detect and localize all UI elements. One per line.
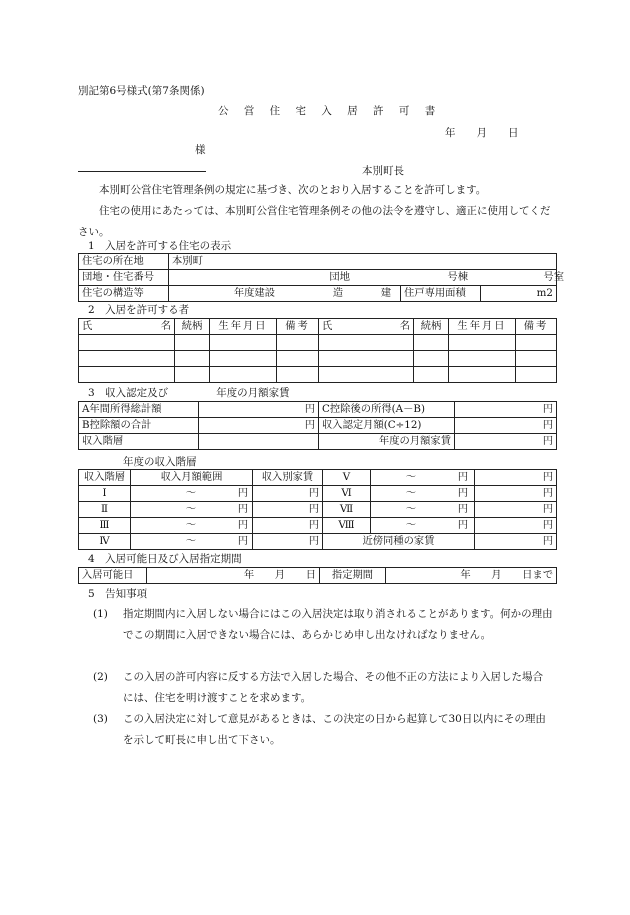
period-table (78, 567, 557, 584)
tier-level: Ⅳ (79, 534, 131, 550)
recipient-suffix: 様 (195, 144, 206, 156)
yen-cell: 円 (455, 418, 557, 434)
nearby-rent-label: 近傍同種の家賃 (323, 534, 475, 550)
name-header: 氏 名 (319, 319, 414, 335)
housing-table (78, 253, 564, 302)
table-row (79, 568, 557, 584)
table-row (79, 486, 557, 502)
tier-rent: 円 (253, 502, 323, 518)
tier-table (78, 469, 557, 550)
available-date-label: 入居可能日 (79, 568, 147, 584)
tier-rent-header: 収入別家賃 (253, 470, 323, 486)
document-title: 公 営 住 宅 入 居 許 可 書 (218, 105, 442, 117)
tier-level: Ⅲ (79, 518, 131, 534)
yen-cell: 円 (455, 434, 557, 450)
section1-heading: 1 入居を許可する住宅の表示 (88, 240, 232, 252)
form-reference: 別記第6号様式(第7条関係) (78, 85, 205, 97)
tier-range: ～ 円 (371, 486, 475, 502)
notice-number: (1) (93, 608, 108, 620)
yen-cell: 円 (199, 418, 319, 434)
table-row (79, 518, 557, 534)
yen-cell: 円 (199, 402, 319, 418)
notice-item (93, 709, 553, 751)
tier-rent: 円 (253, 486, 323, 502)
tier-level: Ⅴ (323, 470, 371, 486)
section5-heading: 5 告知事項 (88, 588, 148, 600)
period-value: 年 月 日まで (386, 568, 557, 584)
tier-level: Ⅶ (323, 502, 371, 518)
zou-text: 造 (332, 287, 343, 299)
structure-label: 住宅の構造等 (79, 286, 169, 302)
birthdate-header: 生年月日 (210, 319, 277, 335)
notice-text: この入居決定に対して意見があるときは、この決定の日から起算して30日以内にその理由を示して町長に申し出て下さい。 (123, 713, 546, 746)
tier-range: ～ 円 (371, 518, 475, 534)
birthdate-header: 生年月日 (449, 319, 516, 335)
relation-header: 続柄 (414, 319, 449, 335)
notice-number: (3) (93, 713, 108, 725)
issuer-name: 本別町長 (362, 165, 404, 177)
table-row (79, 286, 557, 302)
tier-level: Ⅷ (323, 518, 371, 534)
number-value (169, 270, 564, 286)
table-row (79, 367, 557, 383)
table-row (79, 270, 557, 286)
goshitsu-text: 号室 (543, 271, 564, 283)
remarks-header: 備考 (516, 319, 557, 335)
table-row (79, 319, 557, 335)
table-row (79, 402, 557, 418)
tier-range: ～ 円 (371, 470, 475, 486)
tier-range-header: 収入月額範囲 (131, 470, 253, 486)
tier-level: Ⅱ (79, 502, 131, 518)
income-table (78, 401, 557, 450)
monthly-income-label: 収入認定月額(C÷12) (319, 418, 455, 434)
table-row (79, 502, 557, 518)
notice-text: 指定期間内に入居しない場合にはこの入居決定は取り消されることがあります。何かの理由でこの期間に入居できない場合には、あらかじめ申し出なければなりません。 (123, 608, 553, 641)
tier-rent: 円 (475, 518, 557, 534)
tier-level-header: 収入階層 (79, 470, 131, 486)
relation-header: 続柄 (175, 319, 210, 335)
paragraph-compliance: 住宅の使用にあたっては、本別町公営住宅管理条例その他の法令を遵守し、適正に使用してください。 (78, 205, 551, 238)
yen-cell: 円 (455, 402, 557, 418)
tier-rent: 円 (253, 518, 323, 534)
danchi-text: 団地 (329, 271, 350, 283)
remarks-header: 備考 (277, 319, 319, 335)
table-row (79, 254, 557, 270)
location-value: 本別町 (169, 254, 557, 270)
area-unit: m2 (481, 286, 557, 302)
income-level-label: 収入階層 (79, 434, 199, 450)
table-row (79, 351, 557, 367)
gotou-text: 号棟 (447, 271, 468, 283)
residents-table (78, 318, 557, 383)
section3-heading: 3 収入認定及び 年度の月額家賃 (88, 387, 290, 399)
period-label: 指定期間 (320, 568, 386, 584)
tier-range: ～ 円 (371, 502, 475, 518)
tier-rent: 円 (475, 502, 557, 518)
available-date-value: 年 月 日 (147, 568, 320, 584)
notice-text: この入居の許可内容に反する方法で入居した場合、その他不正の方法により入居した場合には、住宅を明け渡すことを求めます。 (123, 671, 543, 704)
tier-heading: 年度の収入階層 (123, 456, 197, 468)
tier-rent: 円 (253, 534, 323, 550)
area-label: 住戸専用面積 (401, 286, 481, 302)
issue-date: 年 月 日 (445, 127, 519, 139)
monthly-rent-label: 年度の月額家賃 (319, 434, 455, 450)
number-label: 団地・住宅番号 (79, 270, 169, 286)
table-row (79, 434, 557, 450)
tier-level: Ⅵ (323, 486, 371, 502)
location-label: 住宅の所在地 (79, 254, 169, 270)
net-income-label: C控除後の所得(A－B) (319, 402, 455, 418)
tier-range: ～ 円 (131, 486, 253, 502)
tier-range: ～ 円 (131, 534, 253, 550)
table-row (79, 335, 557, 351)
section2-heading: 2 入居を許可する者 (88, 304, 190, 316)
nearby-rent-value: 円 (475, 534, 557, 550)
recipient-name-line (78, 155, 206, 172)
annual-income-label: A年間所得総計額 (79, 402, 199, 418)
table-row (79, 534, 557, 550)
table-row (79, 418, 557, 434)
tier-level: Ⅰ (79, 486, 131, 502)
structure-value (169, 286, 401, 302)
tier-rent: 円 (475, 486, 557, 502)
tier-range: ～ 円 (131, 518, 253, 534)
section4-heading: 4 入居可能日及び入居指定期間 (88, 553, 242, 565)
notice-item (93, 604, 553, 646)
notice-number: (2) (93, 671, 108, 683)
tier-range: ～ 円 (131, 502, 253, 518)
paragraph-permission: 本別町公営住宅管理条例の規定に基づき、次のとおり入居することを許可します。 (99, 184, 487, 196)
notice-item (93, 667, 553, 709)
name-header: 氏 名 (79, 319, 175, 335)
deduction-label: B控除額の合計 (79, 418, 199, 434)
tier-rent: 円 (475, 470, 557, 486)
ken-text: 建 (380, 287, 391, 299)
built-text: 年度建設 (233, 287, 275, 299)
table-row (79, 470, 557, 486)
